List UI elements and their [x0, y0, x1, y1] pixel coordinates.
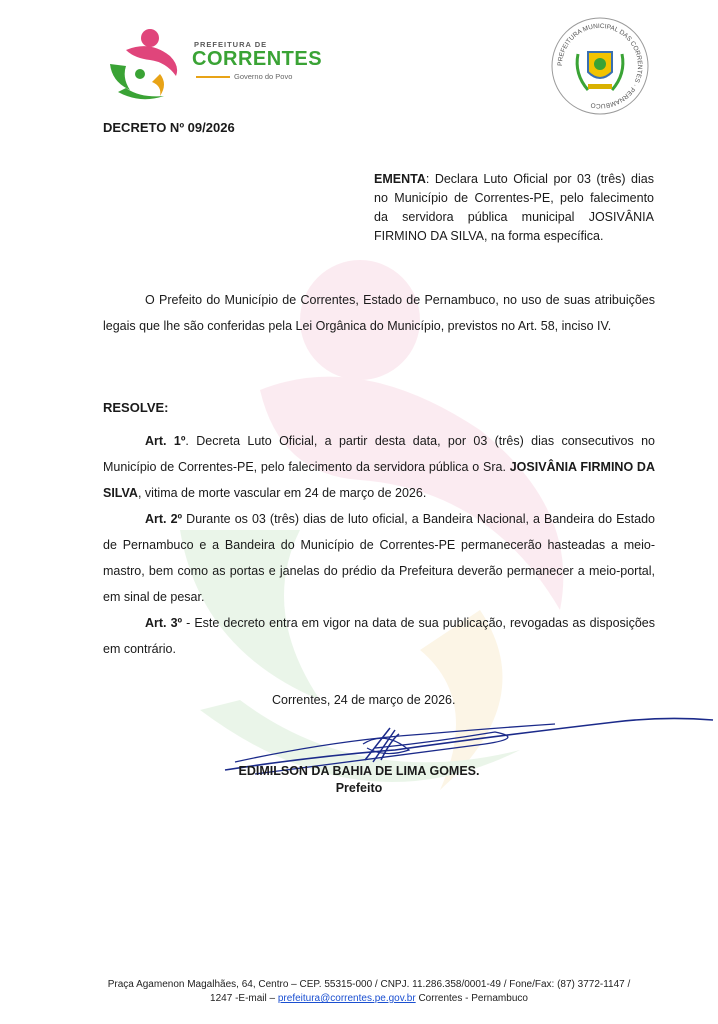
seal-text: PREFEITURA MUNICIPAL DAS CORRENTES · PERNAMBUCO	[556, 22, 644, 110]
correntes-logo-icon	[104, 26, 184, 100]
article-1-name: JOSIVÂNIA FIRMINO DA SILVA	[103, 460, 655, 500]
footer-line-2	[60, 992, 678, 1006]
logo-city-name: CORRENTES	[192, 48, 323, 70]
prefeitura-logo	[104, 26, 334, 100]
resolve-heading: RESOLVE:	[103, 400, 169, 415]
article-3-label: Art. 3º	[145, 616, 183, 630]
article-1	[103, 428, 655, 506]
municipal-seal	[548, 14, 652, 118]
article-1-text-a: . Decreta Luto Oficial, a partir desta data, por 03 (três) dias consecutivos no Município de Correntes-PE, pelo falecimento da servidora pública o Sra.	[103, 434, 655, 474]
article-1-label: Art. 1º	[145, 434, 186, 448]
place-date: Correntes, 24 de março de 2026.	[272, 693, 456, 707]
article-3-text: - Este decreto entra em vigor na data de sua publicação, revogadas as disposições em contrário.	[103, 616, 655, 656]
logo-divider	[196, 76, 230, 78]
ementa-text: : Declara Luto Oficial por 03 (três) dias no Município de Correntes-PE, pelo falecimento da servidora pública municipal JOSIVÂNIA FIRMINO DA SILVA, na forma específica.	[374, 172, 654, 243]
article-2-text: Durante os 03 (três) dias de luto oficial, a Bandeira Nacional, a Bandeira do Estado de Pernambuco e a Bandeira do Município de Correntes-PE permanecerão hasteadas a meio-mastro, bem como as portas e janelas do prédio da Prefeitura deverão permanecer a meio-portal, em sinal de pesar.	[103, 512, 655, 604]
footer-address	[60, 978, 678, 1006]
article-1-text-b: , vitima de morte vascular em 24 de março de 2026.	[137, 486, 427, 500]
article-2-label: Art. 2º	[145, 512, 183, 526]
logo-prefeitura-label: PREFEITURA DE	[194, 40, 268, 49]
article-2	[103, 506, 655, 610]
signer-name: EDIMILSON DA BAHIA DE LIMA GOMES.	[238, 764, 480, 778]
footer-line-2-suffix: Correntes - Pernambuco	[415, 993, 528, 1004]
preamble-paragraph: O Prefeito do Município de Correntes, Estado de Pernambuco, no uso de suas atribuições legais que lhe são conferidas pela Lei Orgânica do Município, previstos no Art. 58, inciso IV.	[103, 293, 655, 333]
ementa-block	[374, 170, 654, 246]
signer-role: Prefeito	[335, 781, 383, 795]
decree-title: DECRETO Nº 09/2026	[103, 120, 235, 135]
footer-line-1: Praça Agamenon Magalhães, 64, Centro – CEP. 55315-000 / CNPJ. 11.286.358/0001-49 / Fone/Fax: (87) 3772-1147 /	[107, 979, 631, 990]
ementa-label: EMENTA	[374, 172, 426, 186]
logo-slogan: Governo do Povo	[234, 72, 293, 81]
footer-line-2-prefix: 1247 -E-mail –	[210, 993, 278, 1004]
article-3	[103, 610, 655, 662]
footer-email-link[interactable]: prefeitura@correntes.pe.gov.br	[277, 993, 416, 1004]
